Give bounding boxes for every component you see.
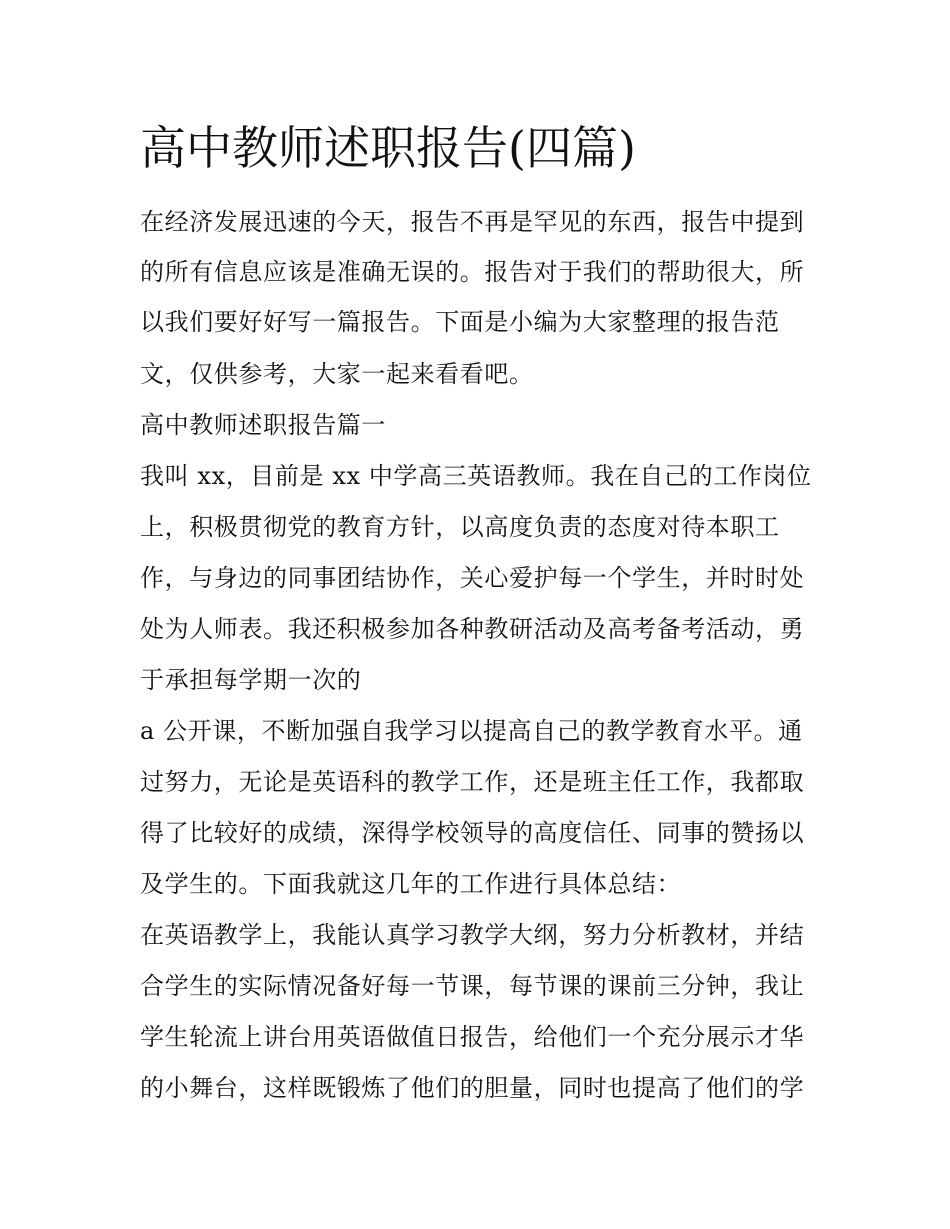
paragraph-line: 文，仅供参考，大家一起来看看吧。 bbox=[140, 360, 534, 388]
section-heading: 高中教师述职报告篇一 bbox=[140, 411, 386, 439]
paragraph-line: 过努力，无论是英语科的教学工作，还是班主任工作，我都取 bbox=[140, 768, 805, 796]
paragraph-line: 得了比较好的成绩，深得学校领导的高度信任、同事的赞扬以 bbox=[140, 819, 805, 847]
paragraph-line: 及学生的。下面我就这几年的工作进行具体总结： bbox=[140, 870, 682, 898]
paragraph-line: 的小舞台，这样既锻炼了他们的胆量，同时也提高了他们的学 bbox=[140, 1074, 805, 1102]
paragraph-line: 作，与身边的同事团结协作，关心爱护每一个学生，并时时处 bbox=[140, 564, 805, 592]
paragraph-line: 学生轮流上讲台用英语做值日报告，给他们一个充分展示才华 bbox=[140, 1023, 805, 1051]
paragraph-line: 在经济发展迅速的今天，报告不再是罕见的东西，报告中提到 bbox=[140, 208, 805, 236]
paragraph-line: 我叫 xx，目前是 xx 中学高三英语教师。我在自己的工作岗位 bbox=[140, 462, 812, 490]
paragraph-line: 上，积极贯彻党的教育方针，以高度负责的态度对待本职工 bbox=[140, 513, 780, 541]
paragraph-line: 在英语教学上，我能认真学习教学大纲，努力分析教材，并结 bbox=[140, 921, 805, 949]
paragraph-line: 以我们要好好写一篇报告。下面是小编为大家整理的报告范 bbox=[140, 308, 780, 336]
document-title: 高中教师述职报告(四篇) bbox=[140, 121, 636, 175]
paragraph-line: 于承担每学期一次的 bbox=[140, 666, 362, 694]
paragraph-line: 合学生的实际情况备好每一节课，每节课的课前三分钟，我让 bbox=[140, 972, 805, 1000]
paragraph-line: 的所有信息应该是准确无误的。报告对于我们的帮助很大，所 bbox=[140, 258, 805, 286]
paragraph-line: a 公开课，不断加强自我学习以提高自己的教学教育水平。通 bbox=[140, 717, 803, 745]
paragraph-line: 处为人师表。我还积极参加各种教研活动及高考备考活动，勇 bbox=[140, 615, 805, 643]
